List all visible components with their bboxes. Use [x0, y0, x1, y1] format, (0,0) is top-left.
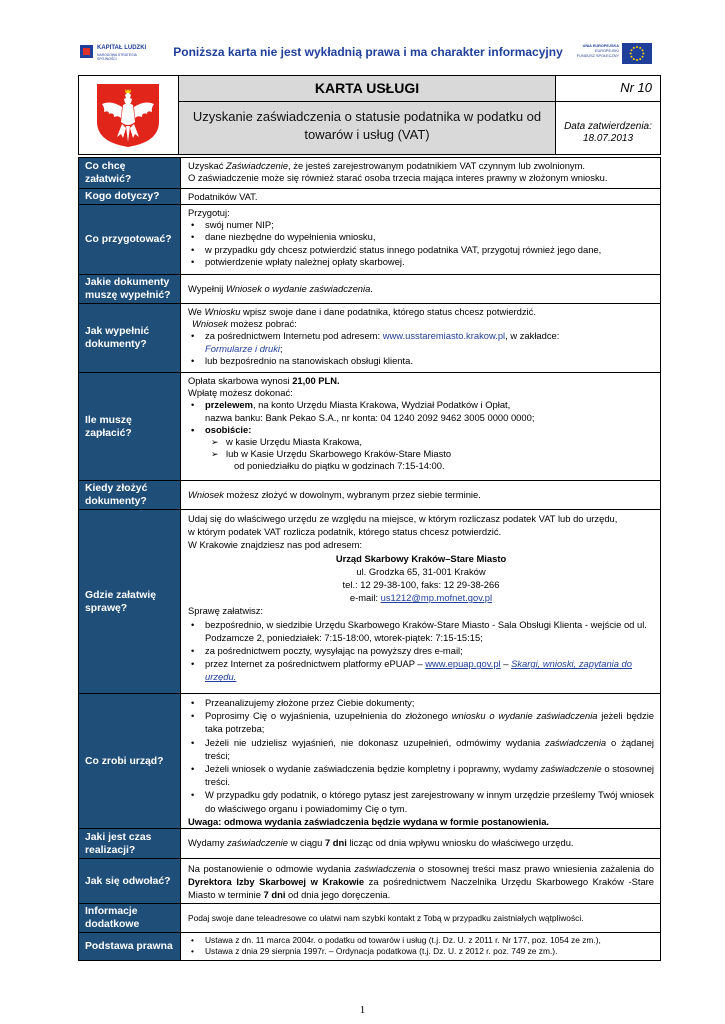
kapital-ludzki-title: KAPITAŁ LUDZKI [97, 45, 147, 51]
row-label: Ile muszę zapłacić? [79, 373, 180, 480]
text: . [370, 282, 373, 294]
list-item: • potwierdzenie wpłaty należnej opłaty skarbowej. [188, 256, 654, 268]
row-value [180, 205, 660, 274]
row-prepare [79, 205, 660, 275]
text: od dnia jego doręczenia. [285, 889, 391, 900]
text: o stosownej treści. [205, 763, 654, 788]
disclaimer-text: Poniższa karta nie jest wykładnią prawa i ma charakter informacyjny [173, 45, 563, 59]
row-value [180, 859, 660, 903]
eu-logo-line2: EUROPEJSKI [594, 49, 619, 53]
list-item: • bezpośrednio, w siedzibie Urzędu Skarbowego Kraków-Stare Miasto - Sala Obsługi Klienta - wejście od ul. Podzamcze 2, poniedziałek: 7:15-18:00, wtorek-piątek: 7:15-15:15; [188, 618, 654, 644]
row-payment [79, 373, 660, 481]
row-label: Co przygotować? [79, 205, 180, 274]
complaints-link[interactable]: Skargi, wnioski, zapytania do urzędu. [205, 658, 632, 683]
row-value [180, 933, 660, 960]
office-address: ul. Grodzka 65, 31-001 Kraków [356, 565, 486, 577]
text: Podaj swoje dane teleadresowe co ułatwi nam szybki kontakt z Tobą w przypadku zaistniałych wątpliwości. [188, 912, 584, 923]
text: 7 dni [324, 837, 347, 849]
row-label: Co chcę załatwić? [79, 158, 180, 188]
row-value [180, 481, 660, 509]
row-label: Gdzie załatwię sprawę? [79, 510, 180, 693]
text: przelewem [205, 399, 253, 411]
epuap-link[interactable]: www.epuap.gov.pl [425, 658, 501, 670]
office-phone: tel.: 12 29-38-100, faks: 12 29-38-266 [342, 579, 500, 591]
text: Opłata skarbowa wynosi [188, 375, 293, 386]
text: Wydamy [188, 837, 227, 849]
office-name: Urząd Skarbowy Kraków–Stare Miasto [335, 552, 507, 564]
row-value [180, 158, 660, 188]
text: Jeżeli nie udzielisz wyjaśnień, nie dokonasz uzupełnień, odmówimy wydania [205, 736, 546, 748]
row-value [180, 275, 660, 303]
row-what [79, 158, 660, 189]
text: Jeżeli wniosek o wydanie zaświadczenia będzie kompletny i poprawny, wydamy [205, 763, 541, 775]
card-title: KARTA USŁUGI [179, 76, 555, 102]
kapital-ludzki-subtitle: NARODOWA STRATEGIA SPÓJNOŚCI [97, 53, 137, 61]
note: Uwaga: odmowa wydania zaświadczenia będzie wydana w formie postanowienia. [188, 815, 550, 827]
row-documents [79, 275, 660, 304]
text: Wniosek [188, 488, 224, 500]
row-label: Jak wypełnić dokumenty? [79, 304, 180, 372]
text: Na postanowienie o odmowie wydania [188, 863, 355, 874]
text: o stosownej treści masz prawo wniesienia zażalenia do [415, 863, 654, 874]
text: jeżeli będzie taka potrzeba; [205, 710, 655, 735]
text: W Krakowie znajdziesz nas pod adresem: [188, 539, 363, 551]
row-label: Co zrobi urząd? [79, 694, 180, 828]
text: za pośrednictwem Naczelnika Urzędu Skarbowego Kraków -Stare Miasto w terminie [188, 876, 654, 900]
text: Wpłatę możesz dokonać: [188, 387, 293, 399]
text: Uzyskać [188, 160, 227, 171]
eu-logo-line3: FUNDUSZ SPOŁECZNY [576, 54, 619, 58]
row-when [79, 481, 660, 510]
fee-amount: 21,00 PLN. [292, 375, 340, 386]
text: licząc od dnia wpływu wniosku do właściwego urzędu. [346, 837, 574, 849]
card-number: Nr 10 [555, 76, 660, 102]
text: zaświadczenie [226, 837, 288, 849]
text: , na konto Urzędu Miasta Krakowa, Wydział Podatków i Opłat, [252, 399, 511, 411]
row-who [79, 189, 660, 205]
row-label: Jakie dokumenty muszę wypełnić? [79, 275, 180, 303]
row-label: Jak się odwołać? [79, 859, 180, 903]
list-item: • swój numer NIP; [188, 219, 654, 231]
row-label: Informacje dodatkowe [79, 904, 180, 932]
list-item: • W przypadku gdy podatnik, o którego pytasz jest zarejestrowany w innym urzędzie prześlemy Twój wniosek do właściwego organu i powiadomimy Cię o tym. [188, 788, 654, 814]
eu-logo-text [574, 44, 619, 59]
email-link[interactable]: us1212@mp.mofnet.gov.pl [380, 592, 493, 604]
list-item: • Ustawa z dn. 11 marca 2004r. o podatku od towarów i usług (t.j. Dz. U. z 2011 r. Nr 177, poz. 1054 ze zm.), [188, 935, 654, 946]
row-label: Podstawa prawna [79, 933, 180, 960]
text: Wniosku [204, 306, 241, 317]
text: w ciągu [287, 837, 325, 849]
service-card-table [78, 157, 661, 961]
kapital-ludzki-logo-mark [80, 45, 93, 58]
text: przez Internet za pośrednictwem platformy ePUAP – [205, 658, 426, 670]
row-fill-in [79, 304, 660, 373]
card-header [78, 75, 661, 155]
row-label: Jaki jest czas realizacji? [79, 829, 180, 858]
card-subtitle: Uzyskanie zaświadczenia o statusie podatnika w podatku od towarów i usług (VAT) [179, 102, 555, 154]
row-where [79, 510, 660, 694]
row-office-action [79, 694, 660, 829]
text: możesz złożyć w dowolnym, wybranym przez siebie terminie. [223, 488, 481, 500]
list-item: • osobiście: [188, 424, 654, 436]
row-value: We Wniosku wpisz swoje dane i dane podatnika, którego status chcesz potwierdzić. Wniosek możesz pobrać: • za pośrednictwem Internetu pod adresem: www.usstaremiasto.krakow.pl, w zakładce: Formularze i druki; • lub bezpośrednio na stanowiskach obsługi klienta. [180, 304, 660, 372]
text: Sprawę załatwisz: [188, 605, 264, 617]
bank-account: nazwa banku: Bank Pekao S.A., nr konta: 04 1240 2092 9462 3005 0000 0000; [205, 411, 535, 423]
approval-date-label: Data zatwierdzenia: [564, 121, 652, 132]
list-item: ➢ w kasie Urzędu Miasta Krakowa, [188, 436, 654, 448]
approval-date [555, 102, 660, 154]
text: Udaj się do właściwego urzędu ze względu na miejsce, w którym rozliczasz podatek VAT lub do urzędu, [188, 513, 618, 524]
text: zaświadczenie [540, 763, 602, 775]
coat-of-arms-cell [79, 76, 179, 154]
text: zaświadczenia [354, 863, 416, 874]
list-item: • w przypadku gdy chcesz potwierdzić status innego podatnika VAT, przygotuj również jego dane, [188, 244, 654, 256]
text: Poprosimy Cię o wyjaśnienia, uzupełnienia do złożonego [205, 710, 452, 722]
eu-logo-line1: UNIA EUROPEJSKA [582, 44, 619, 48]
text: , w zakładce: [505, 330, 560, 342]
text: Zaświadczenie [226, 160, 289, 171]
text: możesz pobrać: [227, 318, 297, 330]
text: Wniosek [192, 318, 228, 330]
forms-tab-link[interactable]: Formularze i druki [205, 342, 281, 354]
row-value [180, 373, 660, 480]
approval-date-value: 18.07.2013 [582, 133, 634, 144]
list-item: • lub bezpośrednio na stanowiskach obsługi klienta. [188, 355, 654, 367]
row-time [79, 829, 660, 859]
kapital-ludzki-logo [78, 42, 158, 66]
row-label: Kiedy złożyć dokumenty? [79, 481, 180, 509]
text: – [500, 658, 512, 670]
text: wpisz swoje dane i dane podatnika, którego status chcesz potwierdzić. [240, 306, 536, 317]
eu-flag-icon [622, 43, 652, 64]
text: Wniosek o wydanie zaświadczenia [225, 282, 371, 294]
list-item: • za pośrednictwem poczty, wysyłając na powyższy dres e-mail; [188, 644, 654, 657]
text: , że jesteś zarejestrowanym podatnikiem VAT czynnym lub zwolnionym. [288, 160, 586, 171]
text: zaświadczenia [545, 736, 607, 748]
row-value [180, 904, 660, 932]
text: o żądanej treści; [205, 736, 654, 761]
text: Przygotuj: [188, 207, 230, 218]
text: wniosku o wydanie zaświadczenia [451, 710, 598, 722]
row-value [180, 510, 660, 693]
list-item: ➢ lub w Kasie Urzędu Skarbowego Kraków-Stare Miasto [188, 448, 654, 460]
row-value [180, 694, 660, 828]
row-additional-info [79, 904, 660, 933]
list-item: • Ustawa z dnia 29 sierpnia 1997r. – Ordynacja podatkowa (t.j. Dz. U. z 2012 r. poz. 749 ze zm.). [188, 946, 654, 957]
text: za pośrednictwem Internetu pod adresem: [205, 330, 383, 342]
website-link[interactable]: www.usstaremiasto.krakow.pl [382, 330, 506, 342]
text: od poniedziałku do piątku w godzinach 7:15-14:00. [234, 460, 445, 472]
text: Dyrektora Izby Skarbowej w Krakowie [188, 876, 365, 887]
text: We [188, 306, 205, 317]
polish-eagle-icon [95, 82, 161, 148]
list-item: • Przeanalizujemy złożone przez Ciebie dokumenty; [188, 696, 654, 709]
text: Wypełnij [188, 282, 226, 294]
row-value [180, 829, 660, 858]
text: O zaświadczenie może się również starać osoba trzecia mająca interes prawny w złożonym wniosku. [188, 172, 608, 184]
row-value: Podatników VAT. [180, 189, 660, 204]
top-banner [78, 38, 660, 70]
text: w którym podatek VAT rozlicza podatnik, którego status chcesz potwierdzić. [188, 526, 502, 538]
row-appeal [79, 859, 660, 904]
row-label: Kogo dotyczy? [79, 189, 180, 204]
row-legal-basis [79, 933, 660, 960]
list-item: • dane niezbędne do wypełnienia wniosku, [188, 231, 654, 243]
text: 7 dni [263, 889, 286, 900]
page-number: 1 [359, 1004, 366, 1016]
text: e-mail: [349, 592, 381, 604]
eu-logo [574, 42, 660, 66]
